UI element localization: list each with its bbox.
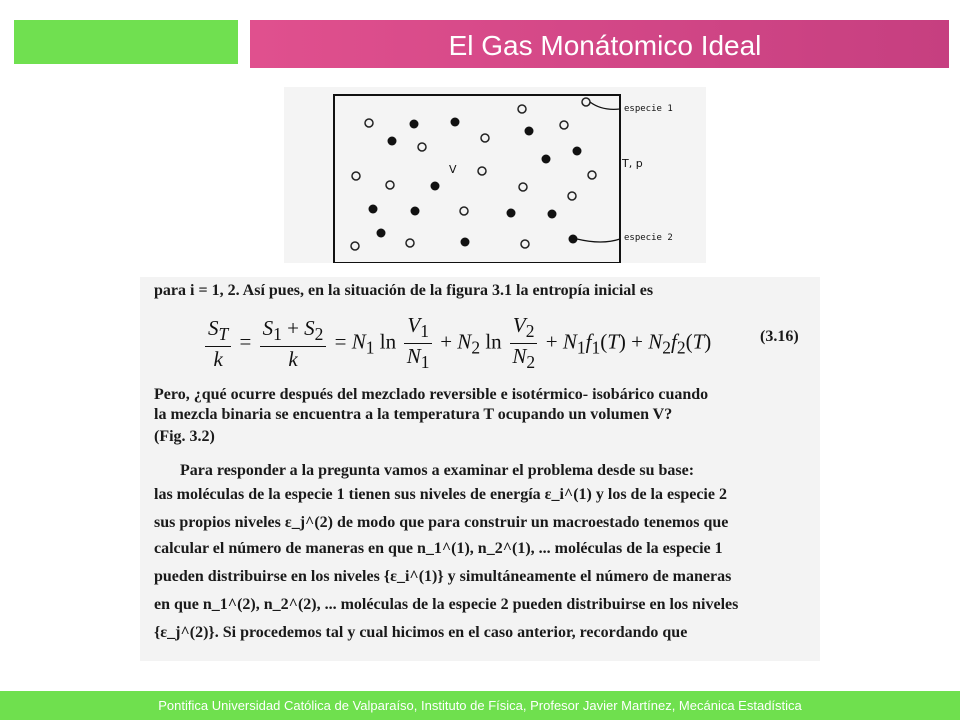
paragraph2-line6: en que n_1^(2), n_2^(2), ... moléculas de la especie 2 pueden distribuirse en los niveles <box>154 596 739 613</box>
paragraph1-line2: la mezcla binaria se encuentra a la temperatura T ocupando un volumen V? <box>154 406 673 423</box>
volume-label: V <box>449 163 457 176</box>
equation-number: (3.16) <box>760 328 799 345</box>
scanned-text-page <box>140 277 820 661</box>
paragraph2-line2: las moléculas de la especie 1 tienen sus niveles de energía ε_i^(1) y los de la especie 2 <box>154 486 727 503</box>
header-accent-block <box>14 20 238 64</box>
paragraph2-line5: pueden distribuirse en los niveles {ε_i^(1)} y simultáneamente el número de maneras <box>154 568 732 585</box>
intro-line: para i = 1, 2. Así pues, en la situación de la figura 3.1 la entropía inicial es <box>154 282 654 299</box>
species2-label: especie 2 <box>624 233 673 243</box>
gas-mixture-figure <box>284 87 706 263</box>
slide-title: El Gas Monátomico Ideal <box>448 30 762 61</box>
entropy-equation: $\frac{S_T}{k}$ = $\frac{S_1 + S_2}{k}$ = $N_1$ ln $\frac{V_1}{N_1}$ + $N_2$ ln $\frac{V_2}{N_2}$ + $N_1f_1(T) + N_2f_2(T)$ <box>202 313 711 363</box>
paragraph2-line7: {ε_j^(2)}. Si procedemos tal y cual hicimos en el caso anterior, recordando que <box>154 624 688 641</box>
paragraph2-line3: sus propios niveles ε_j^(2) de modo que para construir un macroestado tenemos que <box>154 514 729 531</box>
paragraph2-line1: Para responder a la pregunta vamos a examinar el problema desde su base: <box>180 462 695 479</box>
paragraph1-line3: (Fig. 3.2) <box>154 428 215 445</box>
species1-label: especie 1 <box>624 104 673 114</box>
paragraph2-line4: calcular el número de maneras en que n_1^(1), n_2^(1), ... moléculas de la especie 1 <box>154 540 723 557</box>
footer-text: Pontifica Universidad Católica de Valparaíso, Instituto de Física, Profesor Javier Martínez, Mecánica Estadística <box>158 698 802 713</box>
temperature-pressure-label: T, p <box>622 157 643 170</box>
paragraph1-line1: Pero, ¿qué ocurre después del mezclado reversible e isotérmico- isobárico cuando <box>154 386 709 403</box>
